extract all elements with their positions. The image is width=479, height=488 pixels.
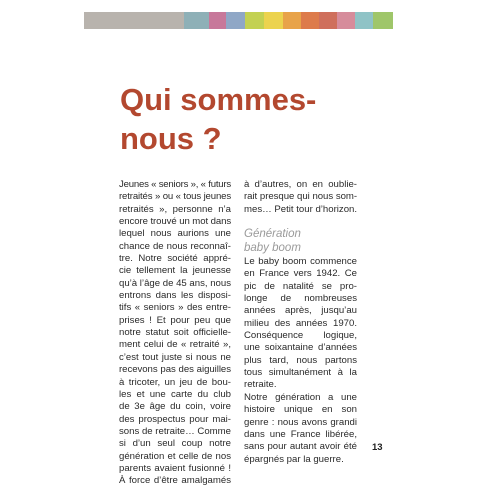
text-line: lequel nous aurions une: [119, 228, 231, 240]
color-band-segment: [373, 12, 393, 29]
text-line: Conséquence logique,: [244, 330, 357, 342]
text-line: des prospectus pour mai-: [119, 413, 231, 425]
text-line: dans une France libérée,: [244, 428, 357, 440]
text-line: de 3e âge du coin, voire: [119, 401, 231, 413]
intro-paragraph: [244, 179, 357, 216]
subheading-line-2: baby boom: [244, 241, 301, 254]
text-line: à tricoter, un jeu de bou-: [119, 376, 231, 388]
text-line: genre : nous avons grandi: [244, 416, 357, 428]
text-line: plus tard, nous partons: [244, 354, 357, 366]
text-line: À force d’être amalgamés: [119, 475, 231, 487]
title-line-1: Qui sommes-: [120, 82, 317, 117]
color-band-segment: [184, 12, 209, 29]
text-line: retraités », personne n’a: [119, 203, 231, 215]
text-line: à d’autres, on en oublie-: [244, 179, 357, 190]
text-line: années après, jusqu’au: [244, 305, 357, 317]
text-line: Jeunes « seniors », « futurs: [119, 179, 231, 190]
text-line: tre. Notre société appré-: [119, 253, 231, 265]
text-line: entrons dans les disposi-: [119, 290, 231, 302]
text-line: retraités » ou « tous jeunes: [119, 191, 231, 203]
text-line: notre statut soit officielle-: [119, 327, 231, 339]
text-line: c’est tout juste si nous ne: [119, 351, 231, 363]
color-band-segment: [84, 12, 109, 29]
text-line: parents avaient fusionné !: [119, 462, 231, 474]
title-line-2: nous ?: [120, 121, 222, 156]
text-line: génération et celle de nos: [119, 450, 231, 462]
color-band-segment: [245, 12, 264, 29]
text-line: ment celui de « retraité »,: [119, 339, 231, 351]
text-line: pic de natalité se pro-: [244, 280, 357, 292]
color-band-segment: [283, 12, 301, 29]
text-line: chance de nous reconnaî-: [119, 240, 231, 252]
text-line: histoire unique en son: [244, 404, 357, 416]
page-number: 13: [372, 442, 383, 453]
text-line: mes… Petit tour d’horizon.: [244, 203, 358, 215]
text-line: sans pour autant avoir été: [244, 441, 357, 453]
text-line: une soixantaine d’années: [244, 342, 357, 354]
color-band-segment: [319, 12, 337, 29]
text-line: sons de retraite… Comme: [119, 425, 231, 437]
text-line: si d’un seul coup notre: [119, 438, 231, 450]
text-line: rait presque qui nous som-: [244, 191, 357, 203]
text-line: encore trouvé un mot dans: [119, 216, 232, 228]
text-line: longe de nombreuses: [244, 293, 357, 305]
text-line: prises ! Et pour peu que: [119, 314, 231, 326]
right-column: [244, 179, 357, 466]
color-band-segment: [159, 12, 184, 29]
color-band-segment: [355, 12, 373, 29]
text-line: recevons pas des aiguilles: [119, 364, 231, 376]
text-line: Notre génération a une: [244, 391, 357, 403]
text-line: qu’à l’âge de 45 ans, nous: [119, 277, 232, 289]
text-line: milieu des années 1970.: [244, 317, 357, 329]
text-line: cie tellement la jeunesse: [119, 265, 231, 277]
text-line: tous simultanément à la: [244, 367, 357, 379]
color-band-segment: [134, 12, 159, 29]
text-line: épargnés par la guerre.: [244, 453, 344, 465]
color-band-segment: [109, 12, 134, 29]
subheading-line-1: Génération: [244, 228, 301, 241]
text-line: les et une carte du club: [119, 388, 231, 400]
color-band-segment: [301, 12, 319, 29]
body-paragraph: [119, 179, 231, 488]
color-band-segment: [209, 12, 226, 29]
left-column: [119, 179, 231, 488]
text-line: Le baby boom commence: [244, 256, 357, 268]
baby-boom-paragraph: [244, 256, 357, 392]
text-line: tifs « seniors » des entre-: [119, 302, 231, 314]
color-band-segment: [264, 12, 283, 29]
generation-paragraph: [244, 392, 357, 466]
section-subheading: [244, 228, 357, 255]
color-band-segment: [337, 12, 355, 29]
color-band: [84, 12, 393, 29]
text-line: en France vers 1942. Ce: [244, 268, 357, 280]
text-line: retraite.: [244, 379, 277, 391]
page-title: [120, 80, 316, 158]
color-band-segment: [226, 12, 245, 29]
